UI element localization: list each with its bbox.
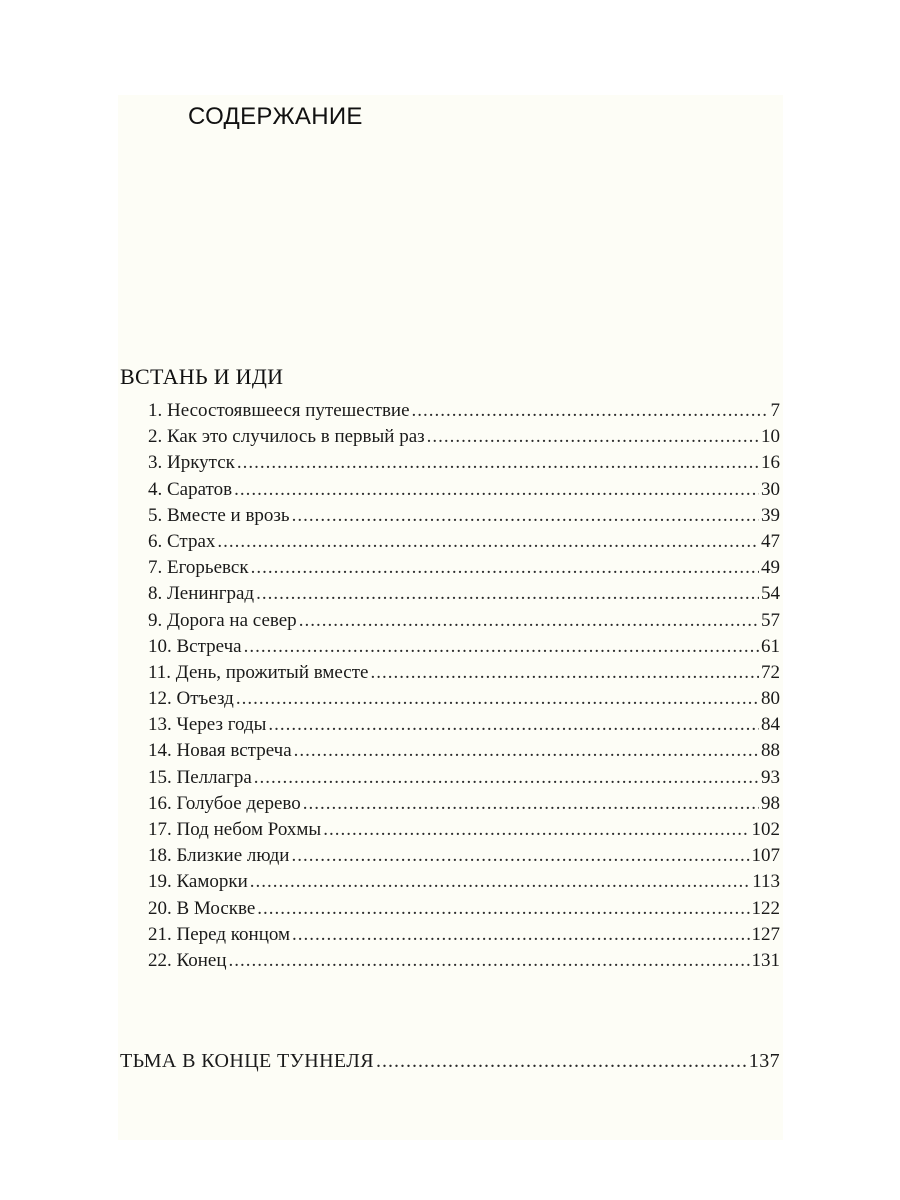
dot-leader [292, 503, 759, 529]
dot-leader [268, 712, 759, 738]
part-one-title: ВСТАНЬ И ИДИ [120, 364, 284, 389]
entry-title: 11. День, прожитый вместе [148, 661, 369, 683]
page-number: 61 [761, 635, 780, 657]
dot-leader [323, 817, 749, 843]
toc-entry [148, 503, 780, 529]
entry-title: 6. Страх [148, 530, 216, 552]
dot-leader [299, 608, 759, 634]
page-number: 137 [748, 1050, 780, 1072]
entry-title: 1. Несостоявшееся путешествие [148, 400, 410, 421]
part-two-entry [120, 1048, 780, 1074]
entry-title: 14. Новая встреча [148, 740, 292, 762]
toc-entry [148, 948, 780, 974]
dot-leader [376, 1048, 747, 1074]
toc-entry [148, 686, 780, 712]
entry-title: 17. Под небом Рохмы [148, 819, 322, 840]
part-two-title: ТЬМА В КОНЦЕ ТУННЕЛЯ [120, 1050, 374, 1072]
toc-entry [148, 712, 780, 738]
dot-leader [412, 398, 769, 424]
entry-title: 3. Иркутск [148, 452, 235, 474]
page-number: 39 [761, 504, 780, 526]
entry-title: 4. Саратов [148, 478, 233, 500]
page-number: 47 [761, 530, 780, 552]
entry-title: 20. В Москве [148, 897, 256, 919]
page-title: СОДЕРЖАНИЕ [188, 103, 363, 130]
page-number: 98 [761, 792, 780, 814]
page-number: 80 [761, 688, 780, 710]
entry-title: 19. Каморки [148, 871, 248, 893]
entry-title: 22. Конец [148, 949, 227, 971]
page-number: 16 [761, 452, 780, 474]
entry-title: 5. Вместе и врозь [148, 504, 290, 526]
entry-title: 13. Через годы [148, 714, 267, 736]
toc-entry [148, 660, 780, 686]
page-number: 54 [761, 583, 780, 605]
dot-leader [256, 581, 759, 607]
toc-entry [148, 843, 780, 869]
toc-entry [148, 608, 780, 634]
page-number: 127 [751, 923, 780, 945]
table-of-contents [148, 398, 780, 974]
page-number: 7 [770, 400, 780, 421]
entry-title: 7. Егорьевск [148, 557, 249, 579]
toc-entry [148, 555, 780, 581]
page-number: 88 [761, 740, 780, 762]
book-page [118, 95, 783, 1140]
toc-entry [148, 738, 780, 764]
dot-leader [237, 450, 759, 476]
entry-title: 8. Ленинград [148, 583, 255, 605]
page-number: 93 [761, 766, 780, 788]
dot-leader [370, 660, 759, 686]
page-number: 10 [761, 426, 780, 448]
dot-leader [244, 634, 759, 660]
entry-title: 16. Голубое дерево [148, 792, 301, 814]
toc-entry [148, 765, 780, 791]
toc-entry [148, 450, 780, 476]
dot-leader [291, 843, 749, 869]
dot-leader [292, 922, 749, 948]
dot-leader [427, 424, 759, 450]
dot-leader [254, 765, 759, 791]
dot-leader [217, 529, 759, 555]
toc-entry [148, 581, 780, 607]
page-number: 107 [751, 845, 780, 867]
entry-title: 21. Перед концом [148, 923, 291, 945]
page-number: 102 [751, 819, 780, 840]
page-number: 57 [761, 609, 780, 631]
page-number: 113 [752, 871, 780, 893]
page-number: 84 [761, 714, 780, 736]
page-number: 49 [761, 557, 780, 579]
toc-entry [148, 424, 780, 450]
dot-leader [250, 869, 750, 895]
toc-entry [148, 791, 780, 817]
entry-title: 10. Встреча [148, 635, 242, 657]
page-number: 122 [751, 897, 780, 919]
dot-leader [234, 477, 759, 503]
toc-entry [148, 817, 780, 843]
dot-leader [303, 791, 759, 817]
entry-title: 15. Пеллагра [148, 766, 252, 788]
toc-entry [148, 896, 780, 922]
dot-leader [229, 948, 750, 974]
toc-entry [148, 922, 780, 948]
entry-title: 2. Как это случилось в первый раз [148, 426, 425, 448]
page-number: 72 [761, 661, 780, 683]
dot-leader [294, 738, 759, 764]
toc-entry [148, 477, 780, 503]
entry-title: 12. Отъезд [148, 688, 234, 710]
dot-leader [236, 686, 759, 712]
page-number: 131 [751, 949, 780, 971]
dot-leader [257, 896, 749, 922]
entry-title: 18. Близкие люди [148, 845, 290, 867]
toc-entry [148, 529, 780, 555]
dot-leader [251, 555, 759, 581]
toc-entry [148, 398, 780, 424]
page-number: 30 [761, 478, 780, 500]
toc-entry [148, 869, 780, 895]
entry-title: 9. Дорога на север [148, 609, 297, 631]
toc-entry [148, 634, 780, 660]
